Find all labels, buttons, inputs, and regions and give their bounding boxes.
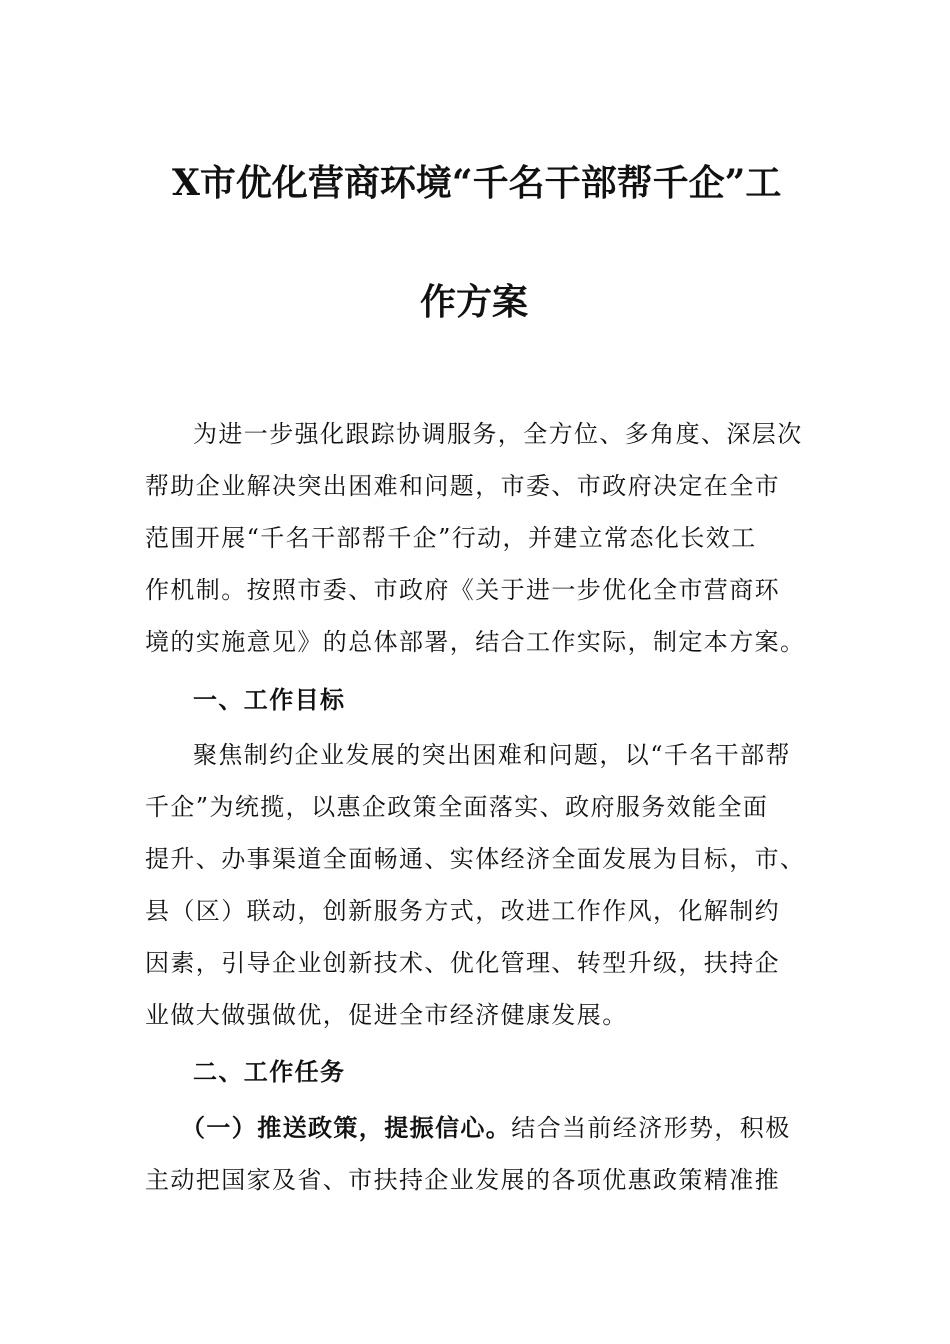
task1-paragraph [145,1102,805,1206]
goals-line: 千企”为统揽，以惠企政策全面落实、政府服务效能全面 [145,793,769,821]
intro-line: 境的实施意见》的总体部署，结合工作实际，制定本方案。 [145,628,806,656]
goals-line: 提升、办事渠道全面畅通、实体经济全面发展为目标，市、 [145,845,806,873]
goals-line: 聚焦制约企业发展的突出困难和问题，以“千名干部帮 [193,741,791,769]
goals-line: 县（区）联动，创新服务方式，改进工作作风，化解制约 [145,897,780,925]
section-heading-goals: 一、工作目标 [193,685,346,714]
goals-paragraph [145,729,805,1041]
goals-line: 因素，引导企业创新技术、优化管理、转型升级，扶持企 [145,949,780,977]
task1-first-line [145,1102,805,1154]
goals-line: 业做大做强做优，促进全市经济健康发展。 [145,1001,628,1029]
intro-line: 作机制。按照市委、市政府《关于进一步优化全市营商环 [145,576,780,604]
intro-line: 为进一步强化跟踪协调服务，全方位、多角度、深层次 [193,420,803,448]
task1-line: 主动把国家及省、市扶持企业发展的各项优惠政策精准推 [145,1166,780,1194]
document-title-line-1: X市优化营商环境“千名干部帮千企”工 [172,162,782,204]
task1-lead: （一）推送政策，提振信心。 [181,1113,512,1142]
document-title-line-2: 作方案 [420,281,529,323]
section-heading-tasks: 二、工作任务 [193,1057,346,1086]
task1-rest: 结合当前经济形势，积极 [511,1114,791,1142]
intro-line: 帮助企业解决突出困难和问题，市委、市政府决定在全市 [145,472,780,500]
intro-line: 范围开展“千名干部帮千企”行动，并建立常态化长效工 [145,524,757,552]
intro-paragraph [145,408,805,668]
